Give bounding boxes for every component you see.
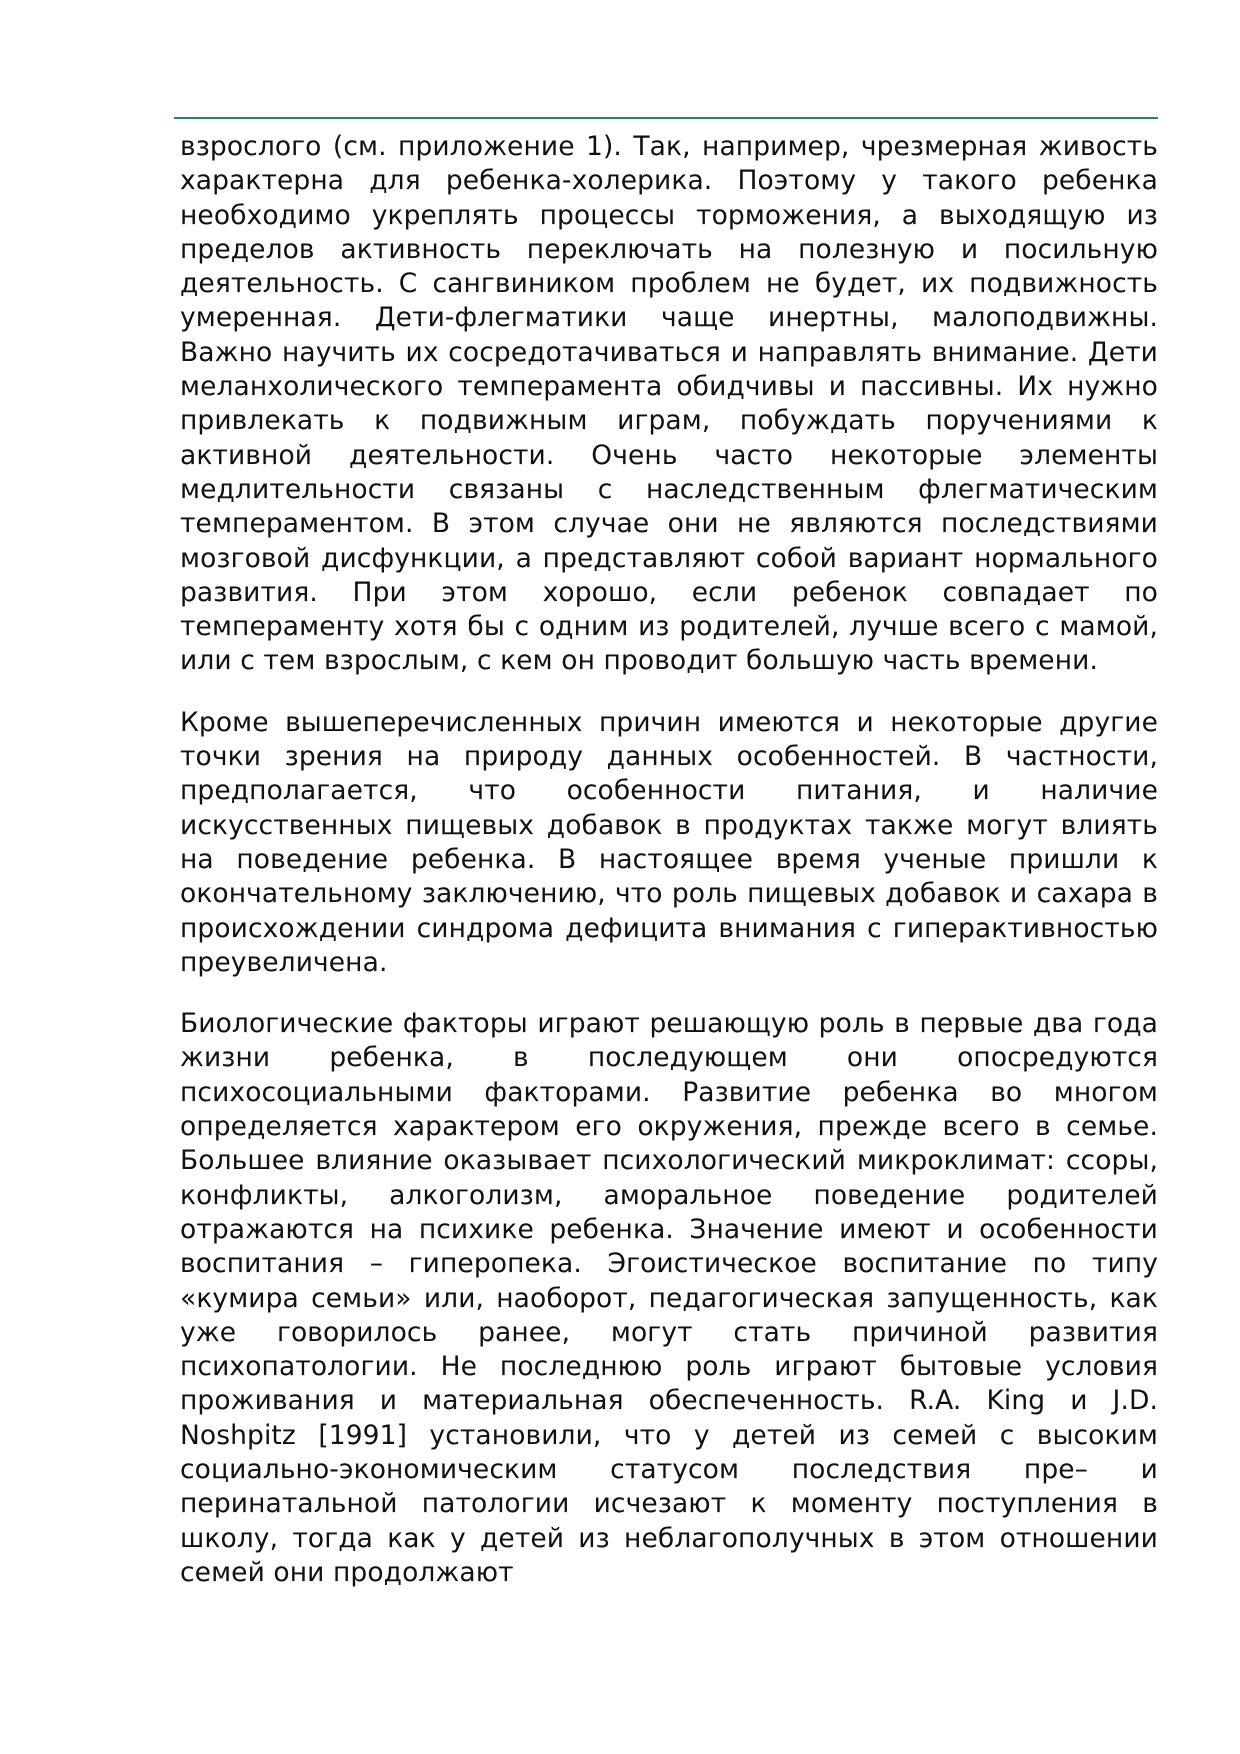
- paragraph-3: Биологические факторы играют решающую роль в первые два года жизни ребенка, в последующем они опосредуются психосоциальными факторами. Развитие ребенка во многом определяется характером его окружения, прежде всего в семье. Большее влияние оказывает психологический микроклимат: ссоры, конфликты, алкоголизм, аморальное поведение родителей отражаются на психике ребенка. Значение имеют и особенности воспитания – гиперопека. Эгоистическое воспитание по типу «кумира семьи» или, наоборот, педагогическая запущенность, как уже говорилось ранее, могут стать причиной развития психопатологии. Не последнюю роль играют бытовые условия проживания и материальная обеспеченность. R.A. King и J.D. Noshpitz [1991] установили, что у детей из семей с высоким социально-экономическим статусом последствия пре– и перинатальной патологии исчезают к моменту поступления в школу, тогда как у детей из неблагополучных в этом отношении семей они продолжают: [180, 1008, 1158, 1588]
- body-text: [180, 130, 1158, 1617]
- paragraph-1: взрослого (см. приложение 1). Так, например, чрезмерная живость характерна для ребенка-холерика. Поэтому у такого ребенка необходимо укреплять процессы торможения, а выходящую из пределов активность переключать на полезную и посильную деятельность. С сангвиником проблем не будет, их подвижность умеренная. Дети-флегматики чаще инертны, малоподвижны. Важно научить их сосредотачиваться и направлять внимание. Дети меланхолического темперамента обидчивы и пассивны. Их нужно привлекать к подвижным играм, побуждать поручениями к активной деятельности. Очень часто некоторые элементы медлительности связаны с наследственным флегматическим темпераментом. В этом случае они не являются последствиями мозговой дисфункции, а представляют собой вариант нормального развития. При этом хорошо, если ребенок совпадает по темпераменту хотя бы с одним из родителей, лучше всего с мамой, или с тем взрослым, с кем он проводит большую часть времени.: [180, 131, 1158, 677]
- paragraph-2: Кроме вышеперечисленных причин имеются и некоторые другие точки зрения на природу данных особенностей. В частности, предполагается, что особенности питания, и наличие искусственных пищевых добавок в продуктах также могут влиять на поведение ребенка. В настоящее время ученые пришли к окончательному заключению, что роль пищевых добавок и сахара в происхождении синдрома дефицита внимания с гиперактивностью преувеличена.: [180, 706, 1158, 978]
- header-divider: [174, 117, 1158, 119]
